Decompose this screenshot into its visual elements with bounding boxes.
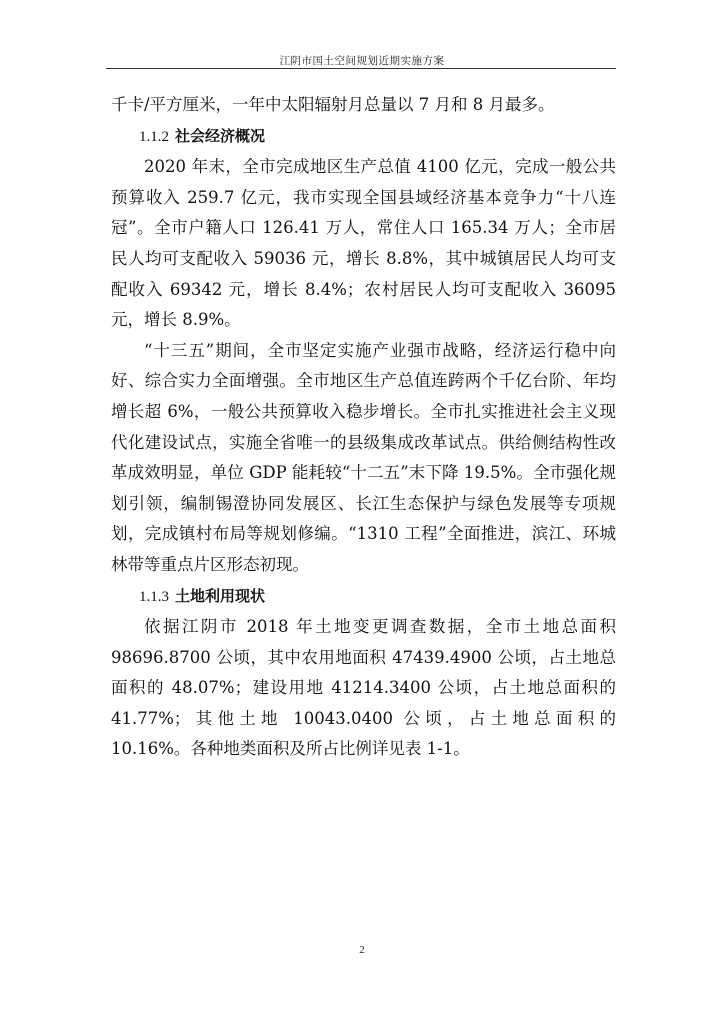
- section-number: 1.1.2: [139, 128, 169, 145]
- page-number: 2: [359, 944, 365, 956]
- paragraph-13th-five-year: “十三五”期间，全市坚定实施产业强市战略，经济运行稳中向好、综合实力全面增强。全市地区生产总值连跨两个千亿台阶、年均增长超 6%，一般公共预算收入稳步增长。全市扎实推进社会主义现代化建设试点，实施全省唯一的县级集成改革试点。供给侧结构性改革成效明显，单位 GDP 能耗较“十二五”末下降 19.5%。全市强化规划引领，编制锡澄协同发展区、长江生态保护与绿色发展等专项规划，完成镇村布局等规划修编。“1310 工程”全面推进，滨江、环城林带等重点片区形态初现。: [111, 340, 616, 574]
- paragraph-land-use: 依据江阴市 2018 年土地变更调查数据，全市土地总面积 98696.8700 公顷，其中农用地面积 47439.4900 公顷，占土地总面积的 48.07%；建设用地 41214.3400 公顷，占土地总面积的 41.77%；其他土地 10043.0400 公顷，占土地总面积的 10.16%。各种地类面积及所占比例详见表 1-1。: [111, 617, 616, 759]
- section-heading-1-1-2: [111, 121, 616, 153]
- running-header: 江阴市国土空间规划近期实施方案: [279, 55, 445, 67]
- section-number: 1.1.3: [139, 588, 169, 605]
- header-divider: [106, 68, 616, 69]
- section-title: 社会经济概况: [175, 126, 266, 145]
- document-body: [111, 90, 616, 765]
- paragraph-climate-continued: 千卡/平方厘米，一年中太阳辐射月总量以 7 月和 8 月最多。: [111, 95, 555, 114]
- section-heading-1-1-3: [111, 581, 616, 613]
- paragraph-economy-2020: 2020 年末，全市完成地区生产总值 4100 亿元，完成一般公共预算收入 259.7 亿元，我市实现全国县域经济基本竞争力“十八连冠”。全市户籍人口 126.41 万人，常住人口 165.34 万人；全市居民人均可支配收入 59036 元，增长 8.8%，其中城镇居民人均可支配收入 69342 元，增长 8.4%；农村居民人均可支配收入 36095 元，增长 8.9%。: [111, 157, 616, 330]
- section-title: 土地利用现状: [175, 586, 266, 605]
